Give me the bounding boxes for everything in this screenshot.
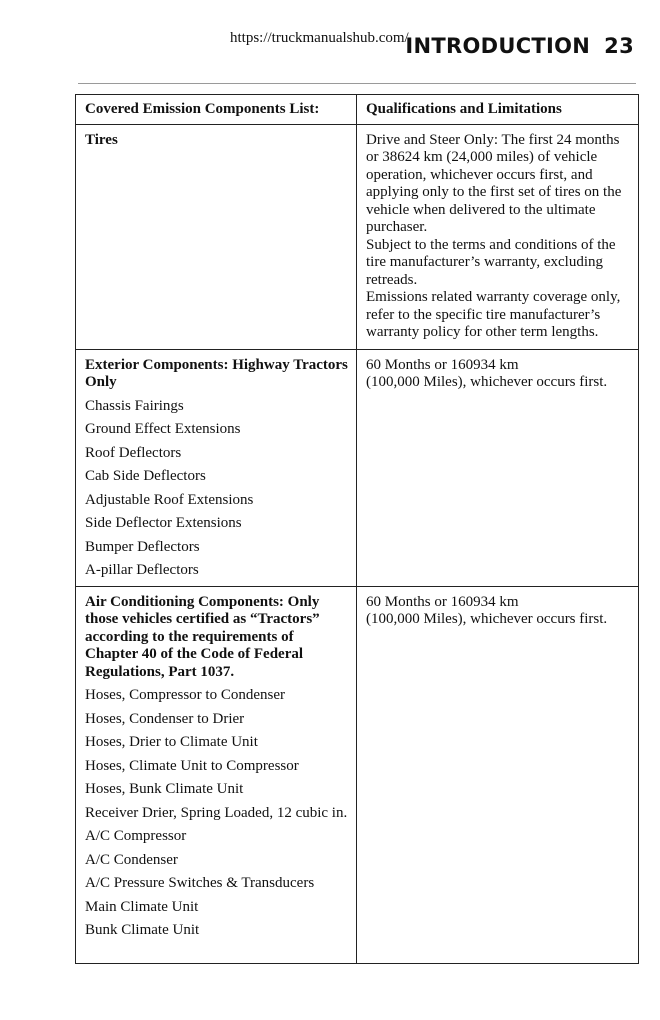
table-row-tires xyxy=(76,124,639,349)
components-cell xyxy=(76,586,357,963)
page-number: 23 xyxy=(604,34,634,58)
component-item: A/C Condenser xyxy=(85,851,178,868)
qualification-text: Emissions related warranty coverage only, refer to the specific tire manufacturer’s warranty policy for other term lengths. xyxy=(366,289,621,340)
qualification-text: Subject to the terms and conditions of the tire manufacturer’s warranty, excluding retreads. xyxy=(366,236,616,288)
column-header-components: Covered Emission Components List: xyxy=(76,95,357,125)
source-url: https://truckmanualshub.com/ xyxy=(230,30,409,46)
qualifications-cell xyxy=(357,586,639,963)
qualifications-cell xyxy=(357,349,639,586)
page-header xyxy=(405,34,634,58)
column-header-qualifications: Qualifications and Limitations xyxy=(357,95,639,125)
component-item: Ground Effect Extensions xyxy=(85,421,241,437)
component-group-heading: Air Conditioning Components: Only those vehicles certified as “Tractors” according to the requirements of Chapter 40 of the Code of Federal Regulations, Part 1037. xyxy=(85,593,320,680)
component-group-heading: Tires xyxy=(85,131,118,148)
component-item: Chassis Fairings xyxy=(85,397,184,414)
component-item: Bunk Climate Unit xyxy=(85,922,200,938)
component-item: Side Deflector Extensions xyxy=(85,515,242,531)
component-item: Main Climate Unit xyxy=(85,898,199,915)
table-header-row xyxy=(76,95,639,125)
qualification-text: (100,000 Miles), whichever occurs first. xyxy=(366,374,608,390)
qualification-text: Drive and Steer Only: The first 24 months or 38624 km (24,000 miles) of vehicle operation, whichever occurs first, and applying only to the first set of tires on the vehicle when delivered to the ultimate purchaser. xyxy=(366,131,622,235)
component-item: Hoses, Climate Unit to Compressor xyxy=(85,757,299,774)
emission-components-table xyxy=(75,94,639,964)
component-item: Adjustable Roof Extensions xyxy=(85,491,254,508)
component-item: Receiver Drier, Spring Loaded, 12 cubic in. xyxy=(85,804,348,821)
component-item: Roof Deflectors xyxy=(85,444,182,461)
qualification-text: 60 Months or 160934 km xyxy=(366,593,519,610)
components-cell xyxy=(76,124,357,349)
component-item: Bumper Deflectors xyxy=(85,538,200,555)
component-item: Hoses, Drier to Climate Unit xyxy=(85,734,258,750)
component-item: Hoses, Bunk Climate Unit xyxy=(85,781,244,797)
table-row-air-conditioning xyxy=(76,586,639,963)
component-item: A/C Pressure Switches & Transducers xyxy=(85,875,315,891)
components-cell xyxy=(76,349,357,586)
component-item: A-pillar Deflectors xyxy=(85,562,199,578)
component-item: A/C Compressor xyxy=(85,828,187,844)
component-item: Hoses, Condenser to Drier xyxy=(85,710,245,727)
component-item: Hoses, Compressor to Condenser xyxy=(85,687,285,703)
table-row-exterior xyxy=(76,349,639,586)
component-item: Cab Side Deflectors xyxy=(85,468,206,484)
section-title: INTRODUCTION xyxy=(405,34,591,58)
component-group-heading: Exterior Components: Highway Tractors Only xyxy=(85,356,348,390)
qualifications-cell xyxy=(357,124,639,349)
qualification-text: 60 Months or 160934 km xyxy=(366,356,519,373)
header-rule xyxy=(78,83,636,84)
qualification-text: (100,000 Miles), whichever occurs first. xyxy=(366,611,608,627)
